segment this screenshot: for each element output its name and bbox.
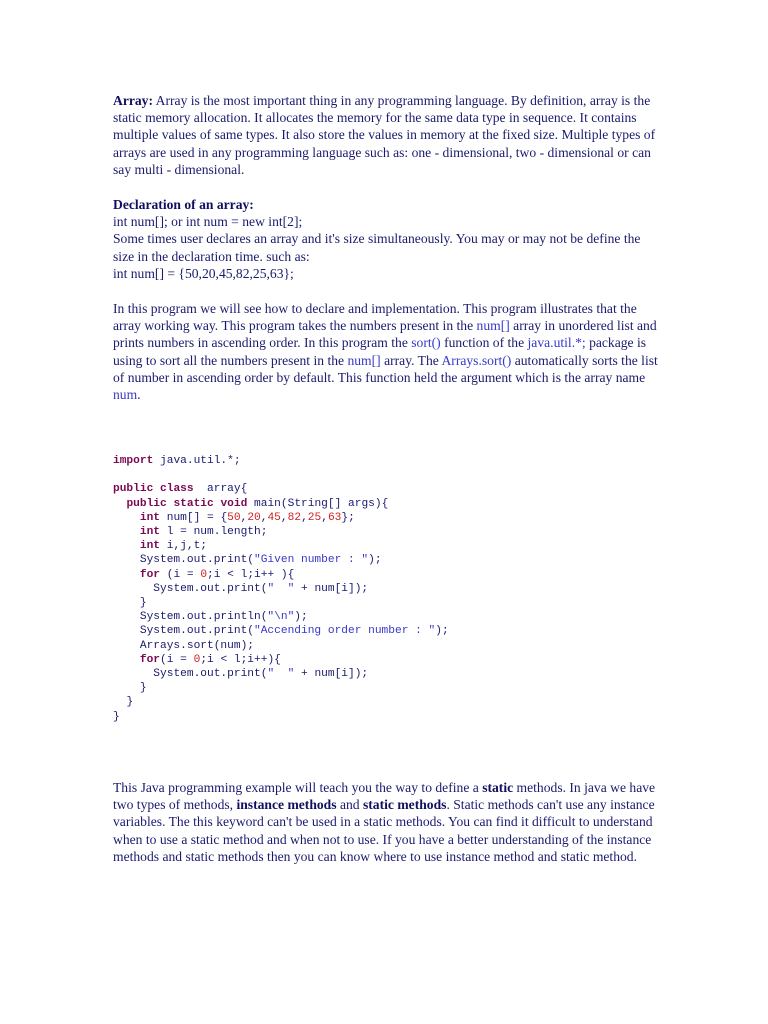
code-text: } [139,597,147,610]
code-text: } [113,710,120,723]
code-text: l = num.length; [160,526,268,539]
desc-text-6: automatically sorts the list of number in ascending order by default. This function held the argument which is the array name [113,352,658,385]
desc-code-arrays-sort: Arrays.sort() [441,352,512,368]
array-label: Array: [113,93,154,108]
code-text: System.out.print( [153,582,268,595]
static-bold-static: static [482,780,514,795]
code-number: 63 [327,511,342,524]
code-text: (i = [160,568,201,581]
code-text: ); [368,554,382,567]
desc-code-java-util: java.util.*; [527,335,586,351]
array-intro-paragraph [113,92,658,178]
code-keyword: int [139,511,161,524]
code-text: num[] = { [160,511,228,524]
code-text: java.util.*; [153,455,241,467]
desc-text-3: function of the [440,335,528,351]
desc-code-num-array: num[] [476,318,510,334]
code-keyword: public [126,497,167,510]
declaration-heading: Declaration of an array: [113,197,254,212]
code-string: "\n" [267,611,295,624]
desc-text-5: array. The [380,352,442,368]
code-string: " " [267,582,295,595]
code-text: ); [435,625,449,638]
code-keyword: for [139,568,161,581]
code-keyword: public [113,483,154,496]
code-string: "Given number : " [254,554,369,567]
code-text: System.out.print( [153,668,268,681]
desc-text-4: package is using to sort all the numbers present in the [113,335,647,368]
declaration-line-3: int num[] = {50,20,45,82,25,63}; [113,265,294,281]
code-text: }; [341,511,355,524]
static-methods-paragraph [113,779,658,865]
code-keyword: void [220,497,248,510]
desc-text-7: . [137,387,141,403]
declaration-line-1: int num[]; or int num = new int[2]; [113,214,303,230]
code-text: i,j,t; [160,540,208,553]
desc-text-1: In this program we will see how to declare and implementation. This program illustrates that the array working way. This program takes the numbers present in the [113,301,637,334]
code-block: import java.util.*; public class array{ public static void main(String[] args){ int num[] = {50,20,45,82,25,63}; int l = num.length; int i,j,t; System.out.print("Given number : "); for (i = 0;i < l;i++ ){ System.out.print(" " + num[i]); } System.out.println("\n"); System.out.print("Accending order number : "); Arrays.sort(num); for(i = 0;i < l;i++){ System.out.print(" " + num[i]); } } } [113,455,449,723]
desc-code-num-array-2: num[] [347,352,381,368]
code-keyword: int [139,540,161,553]
code-text: + num[i]); [294,582,369,595]
code-text: + num[i]); [294,668,369,681]
code-number: 45 [267,511,281,524]
code-string: " " [267,668,295,681]
code-keyword: import [113,455,154,467]
code-text: Arrays.sort(num); [139,639,254,652]
declaration-line-2: Some times user declares an array and it's size simultaneously. You may or may not be define the size in the declaration time. such as: [113,231,641,264]
code-number: 0 [193,653,201,666]
static-bold-instance-methods: instance methods [236,797,337,813]
declaration-section [113,196,658,282]
code-text: System.out.print( [139,625,254,638]
array-intro-text: Array is the most important thing in any programming language. By definition, array is the static memory allocation. It allocates the memory for the same data type in sequence. It contains multiple values of same types. It also store the values in memory at the fixed size. Multiple types of arrays are used in any programming language such as: one - dimensional, two - dimensional or can say multi - dimensional. [113,93,656,177]
code-text: ); [294,611,308,624]
static-bold-static-methods: static methods [362,797,447,813]
code-text: (i = [160,653,194,666]
code-number: 82 [287,511,302,524]
static-text-3: and [336,797,363,813]
code-text: main(String[] args){ [247,497,389,510]
code-keyword: class [160,483,194,496]
static-text-4: . Static methods can't use any instance variables. The this keyword can't be used in a static methods. You can find it difficult to understand when to use a static method and when not to use. If you have a better understanding of the instance methods and static methods then you can know where to use instance method and static method. [113,797,655,864]
desc-code-num: num [113,387,138,403]
desc-code-sort: sort() [411,335,441,351]
code-text: array{ [193,483,248,496]
static-text-1: This Java programming example will teach you the way to define a [113,780,483,795]
desc-text-2: array in unordered list and prints numbers in ascending order. In this program the [113,318,657,351]
code-number: 20 [247,511,261,524]
code-string: "Accending order number : " [254,625,436,638]
code-text: } [126,696,134,709]
program-description-paragraph [113,300,658,403]
code-text: ;i < l;i++){ [200,653,281,666]
code-text: System.out.print( [139,554,254,567]
code-keyword: for [139,653,161,666]
code-text: } [139,682,147,695]
code-text: ;i < l;i++ ){ [207,568,295,581]
code-keyword: int [139,526,161,539]
code-text: System.out.println( [139,611,268,624]
code-number: 25 [307,511,322,524]
static-text-2: methods. In java we have two types of methods, [113,780,656,813]
code-number: 0 [200,568,208,581]
code-number: 50 [227,511,241,524]
code-keyword: static [173,497,214,510]
